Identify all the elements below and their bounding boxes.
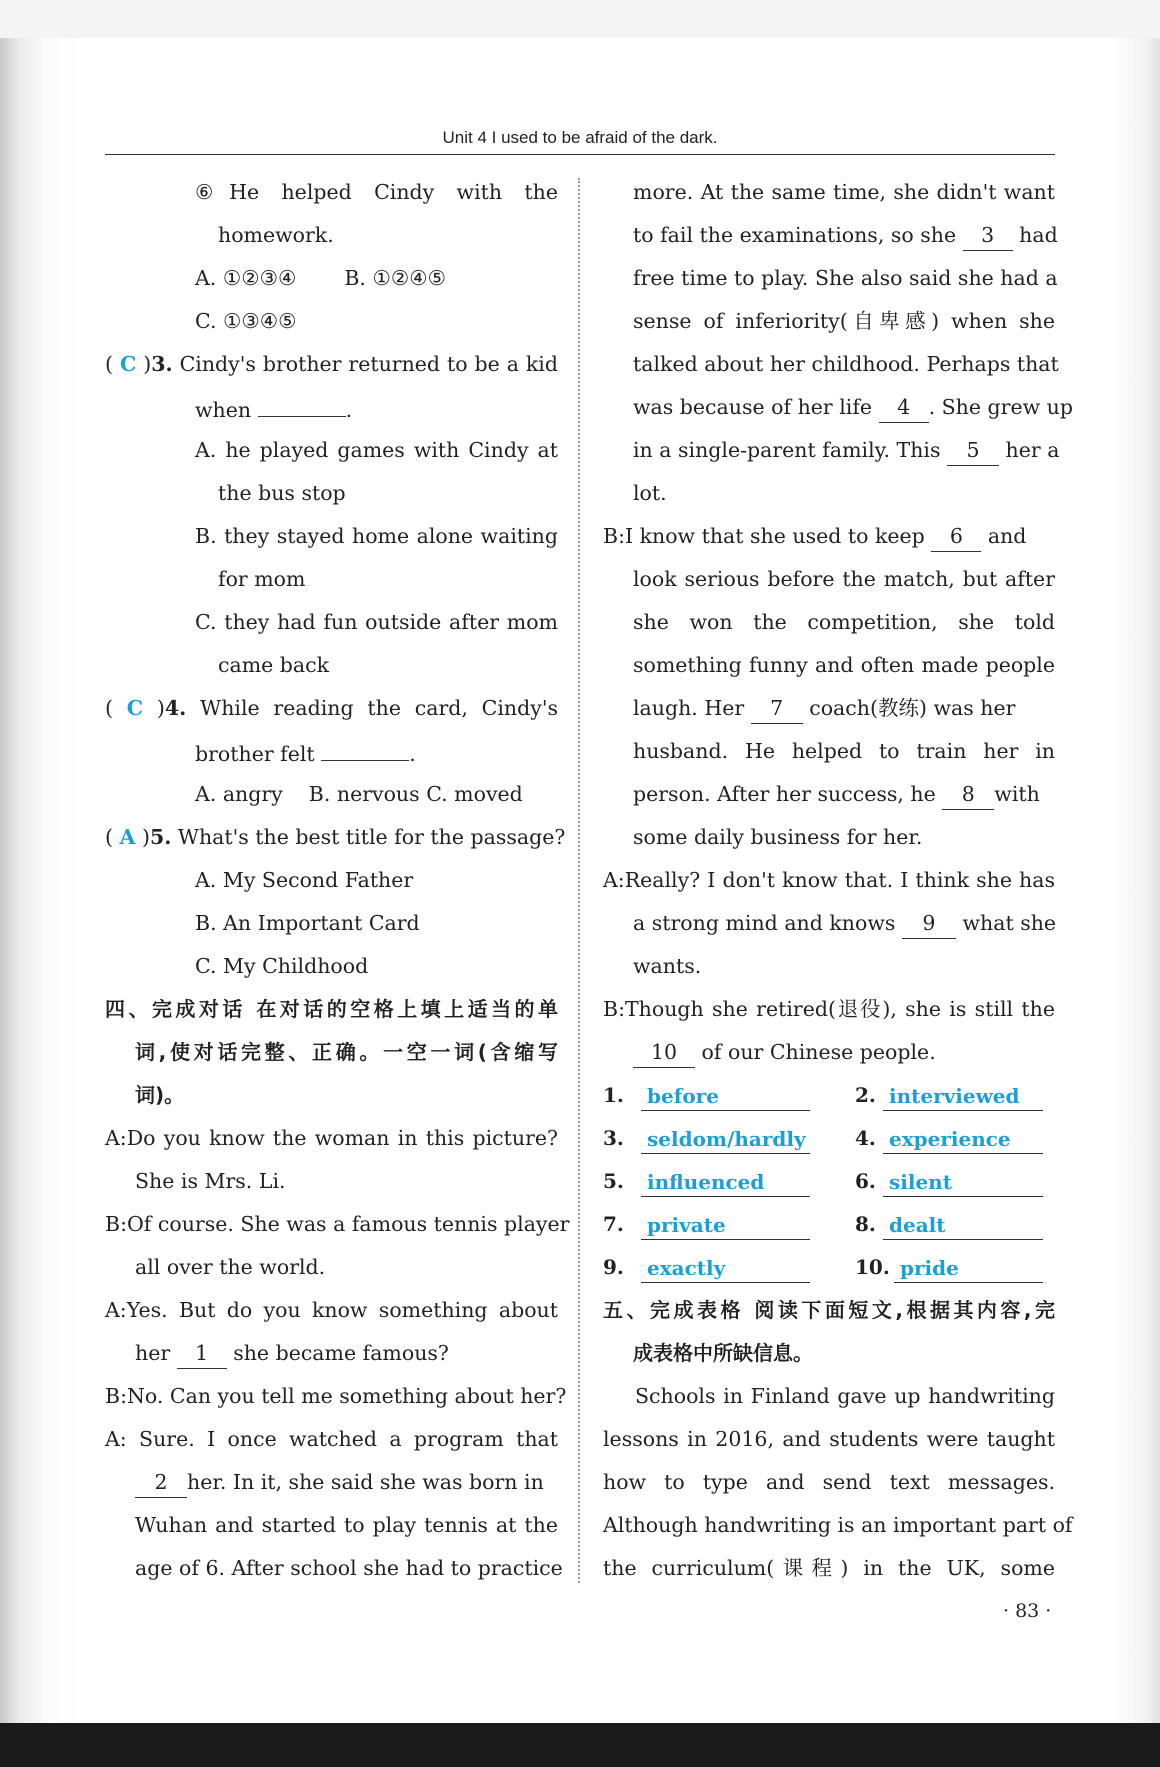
- q3-option-b-cont: for mom: [218, 567, 306, 591]
- column-divider: [578, 178, 580, 1583]
- right-line-11: she won the competition, she told: [633, 610, 1055, 634]
- answer-8: dealt: [883, 1210, 1043, 1240]
- blank-8: 8: [942, 779, 994, 810]
- right-line-20: B:Though she retired(退役), she is still the: [603, 997, 1055, 1021]
- right-line-9: B:I know that she used to keep 6 and: [603, 515, 1055, 558]
- q5-option-c: C. My Childhood: [195, 954, 369, 978]
- passage-line-3: how to type and send text messages.: [603, 1470, 1055, 1494]
- q5-option-b: B. An Important Card: [195, 911, 420, 935]
- q3-option-a-cont: the bus stop: [218, 481, 346, 505]
- section-4-heading: 四、完成对话 在对话的空格上填上适当的单: [105, 997, 559, 1021]
- blank-9: 9: [902, 908, 956, 939]
- dialog-line-4: B:No. Can you tell me something about her?: [105, 1384, 567, 1408]
- blank-4: 4: [879, 392, 929, 423]
- answer-row-2: 3. seldom/hardly 4. experience: [603, 1117, 1055, 1160]
- blank-3: 3: [963, 220, 1013, 251]
- answer-row-4: 7. private 8. dealt: [603, 1203, 1055, 1246]
- right-line-3: free time to play. She also said she had a: [633, 266, 1058, 290]
- right-line-2: to fail the examinations, so she 3 had: [603, 214, 1055, 257]
- dialog-line-3: A:Yes. But do you know something about: [105, 1298, 558, 1322]
- header-rule: [105, 154, 1055, 155]
- right-line-7: in a single-parent family. This 5 her a: [603, 429, 1055, 472]
- right-line-5: talked about her childhood. Perhaps that: [633, 352, 1059, 376]
- blank-1: 1: [177, 1338, 227, 1369]
- answer-10: pride: [894, 1253, 1043, 1283]
- passage-line-4: Although handwriting is an important part of: [603, 1513, 1073, 1537]
- question-4-cont: brother felt .: [105, 730, 558, 773]
- answer-9: exactly: [641, 1253, 810, 1283]
- answer-2: interviewed: [883, 1081, 1043, 1111]
- dialog-line-1: A:Do you know the woman in this picture?: [105, 1126, 558, 1150]
- passage-line-2: lessons in 2016, and students were taught: [603, 1427, 1055, 1451]
- section-5-heading: 五、完成表格 阅读下面短文,根据其内容,完: [603, 1298, 1056, 1322]
- section-5-title: 五、完成表格: [603, 1298, 744, 1322]
- right-line-10: look serious before the match, but after: [633, 567, 1055, 591]
- dialog-line-3b: her 1 she became famous?: [105, 1332, 558, 1375]
- blank-10: 10: [633, 1037, 695, 1068]
- q5-option-a: A. My Second Father: [195, 868, 414, 892]
- answer-7: private: [641, 1210, 810, 1240]
- q2-option-a: A. ①②③④: [195, 266, 297, 290]
- right-line-15: person. After her success, he 8 with: [603, 773, 1055, 816]
- right-line-8: lot.: [633, 481, 667, 505]
- section-4-instr-2: 词,使对话完整、正确。一空一词(含缩写: [135, 1040, 558, 1064]
- right-line-4: sense of inferiority(自卑感) when she: [633, 309, 1055, 333]
- right-line-14: husband. He helped to train her in: [633, 739, 1055, 763]
- right-line-19: wants.: [633, 954, 702, 978]
- blank-2: 2: [135, 1467, 187, 1498]
- dialog-line-5: A: Sure. I once watched a program that: [105, 1427, 558, 1451]
- right-line-1: more. At the same time, she didn't want: [633, 180, 1055, 204]
- section-4-instr-3: 词)。: [135, 1083, 185, 1107]
- q3-blank: [258, 386, 346, 417]
- passage-line-5: the curriculum(课程) in the UK, some: [603, 1556, 1055, 1580]
- q4-option-c: C. moved: [426, 782, 523, 806]
- right-line-16: some daily business for her.: [633, 825, 923, 849]
- q3-option-c-cont: came back: [218, 653, 330, 677]
- section-4-title: 四、完成对话: [105, 997, 246, 1021]
- q2-options-ab: [105, 257, 558, 300]
- running-header: Unit 4 I used to be afraid of the dark.: [442, 128, 718, 147]
- q4-option-b: B. nervous: [308, 782, 420, 806]
- right-line-18: a strong mind and knows 9 what she: [603, 902, 1055, 945]
- q4-options: [105, 773, 558, 816]
- dialog-line-5c: Wuhan and started to play tennis at the: [135, 1513, 558, 1537]
- dialog-line-2: B:Of course. She was a famous tennis player: [105, 1212, 570, 1236]
- answer-1: before: [641, 1081, 810, 1111]
- page-number: · 83 ·: [1003, 1600, 1052, 1622]
- blank-7: 7: [751, 693, 803, 724]
- right-line-6: was because of her life 4 . She grew up: [603, 386, 1055, 429]
- q4-answer: C: [126, 696, 144, 720]
- answer-3: seldom/hardly: [641, 1124, 810, 1154]
- q3-option-b: B. they stayed home alone waiting: [195, 524, 558, 548]
- answer-row-1: 1. before 2. interviewed: [603, 1074, 1055, 1117]
- dialog-line-5d: age of 6. After school she had to practice: [135, 1556, 563, 1580]
- q2-option-6: ⑥He helped Cindy with the: [195, 180, 558, 204]
- q2-option-c: C. ①③④⑤: [195, 309, 297, 333]
- q4-blank: [321, 730, 409, 761]
- answer-5: influenced: [641, 1167, 810, 1197]
- section-5-instr-2: 成表格中所缺信息。: [633, 1341, 813, 1365]
- q4-option-a: A. angry: [195, 782, 283, 806]
- right-column: [603, 171, 1073, 1590]
- blank-6: 6: [931, 521, 981, 552]
- q3-option-a: A. he played games with Cindy at: [195, 438, 558, 462]
- q2-option-6-cont: homework.: [218, 223, 334, 247]
- right-line-17: A:Really? I don't know that. I think she has: [603, 868, 1055, 892]
- scan-top-margin: [0, 0, 1160, 38]
- question-3-cont: when .: [105, 386, 558, 429]
- question-4: ( C )4. While reading the card, Cindy's: [105, 696, 558, 720]
- answer-6: silent: [883, 1167, 1043, 1197]
- q3-option-c: C. they had fun outside after mom: [195, 610, 558, 634]
- answer-row-3: 5. influenced 6. silent: [603, 1160, 1055, 1203]
- right-line-21: 10 of our Chinese people.: [603, 1031, 1055, 1074]
- right-line-12: something funny and often made people: [633, 653, 1055, 677]
- left-column: [105, 171, 570, 1590]
- right-line-13: laugh. Her 7 coach(教练) was her: [603, 687, 1055, 730]
- passage-line-1: Schools in Finland gave up handwriting: [635, 1384, 1055, 1408]
- dialog-line-5b: 2 her. In it, she said she was born in: [105, 1461, 558, 1504]
- question-5: ( A )5. What's the best title for the passage?: [105, 825, 566, 849]
- answer-row-5: 9. exactly 10. pride: [603, 1246, 1055, 1289]
- q5-answer: A: [119, 825, 136, 849]
- blank-5: 5: [947, 435, 999, 466]
- q3-answer: C: [119, 352, 137, 376]
- dialog-line-2b: all over the world.: [135, 1255, 326, 1279]
- answer-4: experience: [883, 1124, 1043, 1154]
- question-3: ( C )3. Cindy's brother returned to be a kid: [105, 352, 558, 376]
- dialog-line-1b: She is Mrs. Li.: [135, 1169, 286, 1193]
- q2-option-b: B. ①②④⑤: [344, 266, 446, 290]
